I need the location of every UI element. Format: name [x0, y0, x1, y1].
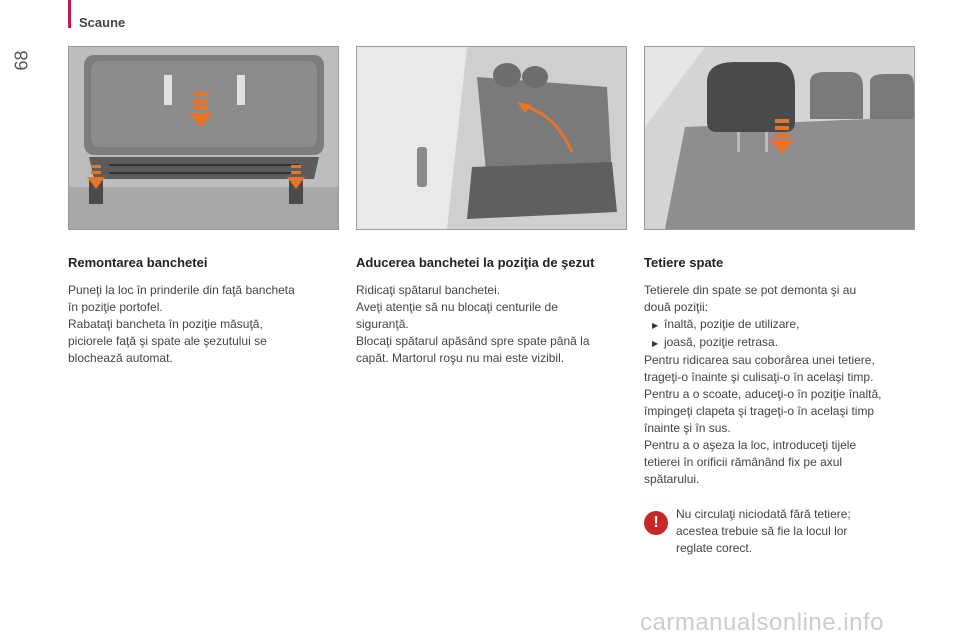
heading-bench-refit: Remontarea banchetei: [68, 255, 208, 270]
text-line: capăt. Martorul roşu nu mai este vizibil.: [356, 351, 565, 365]
text-line: Aveţi atenţie să nu blocaţi centurile de: [356, 300, 558, 314]
paragraph: [644, 352, 914, 488]
text-line: împingeţi clapeta şi trageţi-o în acelaşi timp: [644, 404, 875, 418]
headrest-photo: [644, 46, 915, 230]
text-line: Pentru a o aşeza la loc, introduceţi tijele: [644, 438, 857, 452]
list-item-text: joasă, poziţie retrasa.: [664, 335, 779, 349]
warning-text: [676, 506, 914, 557]
paragraph: [356, 282, 626, 367]
text-line: Nu circulaţi niciodată fără tetiere;: [676, 507, 851, 521]
text-line: Pentru a o scoate, aduceţi-o în poziţie înaltă,: [644, 387, 882, 401]
column-bench-refit: [68, 255, 338, 367]
column-bench-seating: [356, 255, 626, 367]
bullet-arrow-icon: ▶: [652, 321, 659, 330]
watermark: carmanualsonline.info: [640, 609, 884, 636]
bench-folded-photo: [68, 46, 339, 230]
text-line: Pentru ridicarea sau coborârea unei tetiere,: [644, 353, 875, 367]
text-line: Ridicaţi spătarul banchetei.: [356, 283, 501, 297]
section-title: Scaune: [79, 15, 126, 30]
text-line: înainte şi în sus.: [644, 421, 731, 435]
list-item: [644, 316, 914, 334]
paragraph: [68, 282, 338, 367]
text-line: piciorele faţă şi spate ale şezutului se: [68, 334, 267, 348]
page-number: 68: [11, 50, 32, 71]
text-line: Puneţi la loc în prinderile din faţă bancheta: [68, 283, 295, 297]
paragraph: [644, 282, 914, 316]
heading-rear-headrests: Tetiere spate: [644, 255, 724, 270]
column-rear-headrests: [644, 255, 914, 488]
text-line: blochează automat.: [68, 351, 173, 365]
text-line: reglate corect.: [676, 541, 753, 555]
text-line: tetierei în orificii rămânând fix pe axul: [644, 455, 843, 469]
text-line: Rabataţi bancheta în poziţie măsuţă,: [68, 317, 263, 331]
text-line: acestea trebuie să fie la locul lor: [676, 524, 848, 538]
text-line: siguranţă.: [356, 317, 409, 331]
text-line: în poziţie portofel.: [68, 300, 163, 314]
list-item-text: înaltă, poziţie de utilizare,: [664, 317, 800, 331]
bench-seating-photo: [356, 46, 627, 230]
bullet-arrow-icon: ▶: [652, 339, 659, 348]
text-line: Tetierele din spate se pot demonta şi au: [644, 283, 857, 297]
text-line: Blocaţi spătarul apăsând spre spate până la: [356, 334, 590, 348]
text-line: trageţi-o înainte şi culisaţi-o în acelaşi timp.: [644, 370, 874, 384]
list-item: [644, 334, 914, 352]
text-line: spătarului.: [644, 472, 700, 486]
section-marker-bar: [68, 0, 71, 28]
warning-note: [644, 506, 914, 557]
heading-bench-seating: Aducerea banchetei la poziţia de şezut: [356, 255, 595, 270]
text-line: două poziţii:: [644, 300, 709, 314]
exclamation-icon: !: [644, 511, 668, 535]
